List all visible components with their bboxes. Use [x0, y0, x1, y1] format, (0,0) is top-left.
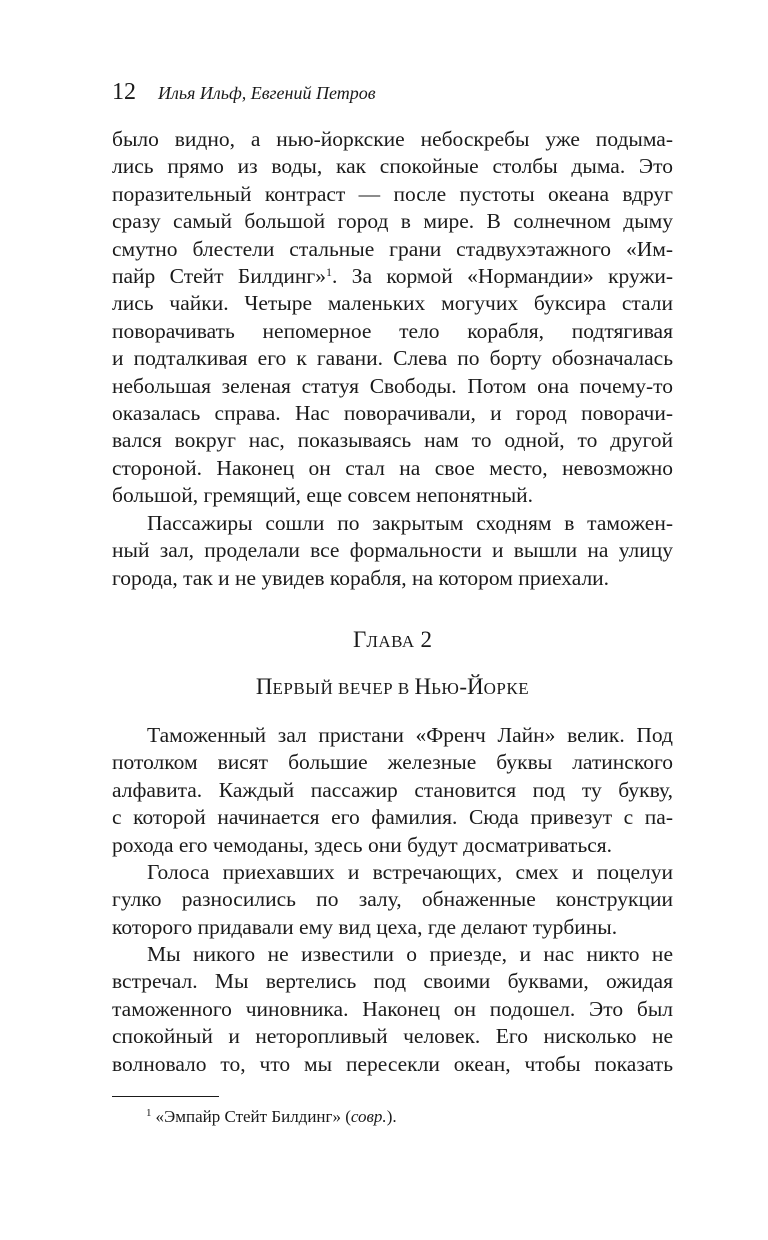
footnote-italic: совр. — [350, 1107, 387, 1126]
text-line: города, так и не увидев корабля, на котором приехали. — [112, 565, 610, 590]
chapter-title: ПЕРВЫЙ ВЕЧЕР В НЬЮ-ЙОРКЕ — [255, 674, 530, 699]
text-line: и подталкивая его к гавани. Слева по борту обозначалась — [112, 346, 673, 371]
running-header — [112, 78, 376, 107]
text-line: было видно, а нью-йоркские небоскребы уже подыма- — [112, 127, 673, 151]
text-line: алфавита. Каждый пассажир становится под ту букву, — [112, 777, 673, 802]
text-line: вался вокруг нас, показываясь нам то одной, то другой — [112, 428, 673, 453]
text-line: Голоса приехавших и встречающих, смех и поцелуи — [147, 860, 673, 884]
text-line: рохода его чемоданы, здесь они будут досматриваться. — [112, 832, 613, 857]
text-line: поразительный контраст — после пустоты океана вдруг — [112, 181, 673, 206]
text-line: оказалась справа. Нас поворачивали, и город поворачи- — [112, 401, 673, 426]
text-line: таможенного чиновника. Наконец он подошел. Это был — [112, 996, 673, 1021]
text-line: Мы никого не известили о приезде, и нас никто не — [147, 942, 673, 966]
text-line: встречал. Мы вертелись под своими буквами, ожидая — [112, 969, 673, 994]
footnote — [146, 1106, 397, 1128]
text-line: волновало то, что мы пересекли океан, чтобы показать — [112, 1051, 673, 1076]
text-line: гулко разносились по залу, обнаженные конструкции — [112, 887, 673, 912]
text-line: поворачивать непомерное тело корабля, подтягивая — [112, 318, 673, 343]
text-fragment: . За кормой «Нормандии» кружи- — [331, 264, 673, 289]
text-line: с которой начинается его фамилия. Сюда привезут с па- — [112, 805, 673, 830]
text-line: большой, гремящий, еще совсем непонятный. — [112, 483, 534, 508]
page-number: 12 — [112, 79, 136, 105]
text-line: небольшая зеленая статуя Свободы. Потом она почему-то — [112, 373, 673, 398]
footnote-number: 1 — [146, 1107, 152, 1119]
text-line: потолком висят большие железные буквы латинского — [112, 750, 673, 775]
text-line: Пассажиры сошли по закрытым сходням в таможен- — [147, 511, 673, 535]
paragraph — [112, 859, 673, 941]
text-line: ный зал, проделали все формальности и вышли на улицу — [112, 538, 673, 563]
text-line: сразу самый большой город в мире. В солнечном дыму — [112, 209, 673, 234]
footnote-text: «Эмпайр Стейт Билдинг» ( — [155, 1107, 351, 1126]
text-line: спокойный и неторопливый человек. Его нисколько не — [112, 1024, 673, 1049]
paragraph — [112, 941, 673, 1078]
chapter-label: ГЛАВА 2 — [353, 627, 432, 652]
text-line: лись прямо из воды, как спокойные столбы дыма. Это — [112, 154, 673, 179]
text-line: Таможенный зал пристани «Френч Лайн» велик. Под — [147, 723, 673, 747]
paragraph — [112, 722, 673, 859]
text-fragment: пайр Стейт Билдинг» — [112, 264, 326, 289]
footnote-end: ). — [386, 1107, 397, 1126]
text-line: которого придавали ему вид цеха, где делают турбины. — [112, 914, 618, 939]
footnote-divider — [112, 1096, 219, 1097]
paragraph — [112, 510, 673, 592]
text-line-with-footnote-ref — [112, 263, 673, 290]
paragraph-continued — [112, 126, 673, 510]
footnote-reference[interactable]: 1 — [325, 265, 332, 280]
running-header-authors: Илья Ильф, Евгений Петров — [158, 83, 376, 103]
text-line: лись чайки. Четыре маленьких могучих буксира стали — [112, 291, 673, 316]
text-line: стороной. Наконец он стал на свое место, невозможно — [112, 455, 673, 480]
text-line: смутно блестели стальные грани стадвухэтажного «Им- — [112, 236, 673, 261]
